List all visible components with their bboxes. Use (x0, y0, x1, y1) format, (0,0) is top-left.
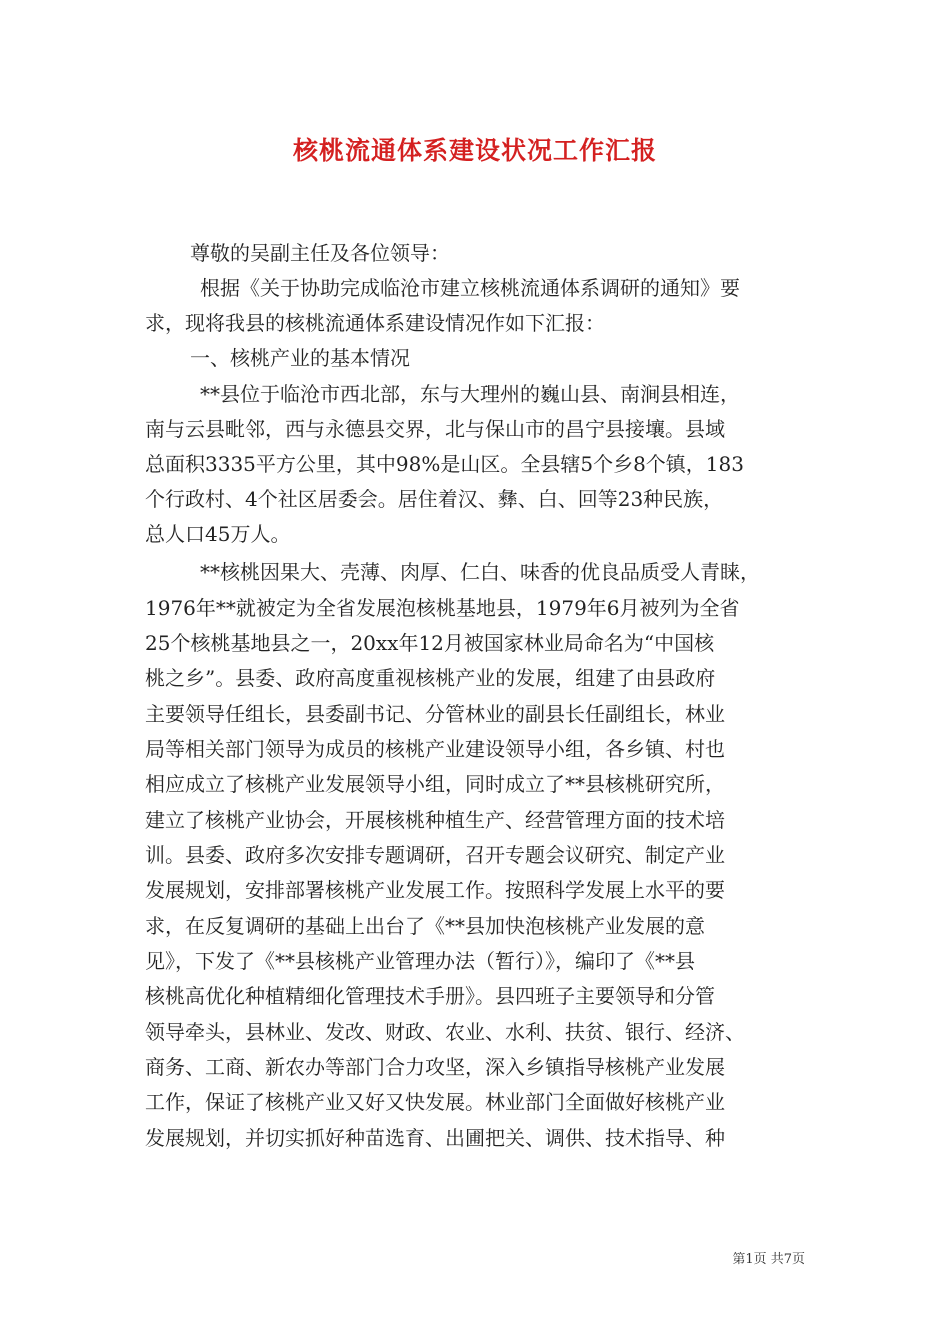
body-line: 相应成立了核桃产业发展领导小组，同时成立了**县核桃研究所， (145, 772, 725, 796)
body-line: **核桃因果大、壳薄、肉厚、仁白、味香的优良品质受人青睐， (200, 560, 760, 584)
body-line: 根据《关于协助完成临沧市建立核桃流通体系调研的通知》要 (200, 276, 740, 300)
body-line: 工作，保证了核桃产业又好又快发展。林业部门全面做好核桃产业 (145, 1090, 725, 1114)
document-title: 核桃流通体系建设状况工作汇报 (292, 136, 657, 165)
section-heading: 一、核桃产业的基本情况 (190, 346, 410, 370)
body-line: 求，现将我县的核桃流通体系建设情况作如下汇报： (145, 311, 605, 335)
body-line: 商务、工商、新农办等部门合力攻坚，深入乡镇指导核桃产业发展 (145, 1055, 725, 1079)
body-line: 发展规划，安排部署核桃产业发展工作。按照科学发展上水平的要 (145, 878, 725, 902)
body-line: 核桃高优化种植精细化管理技术手册》。县四班子主要领导和分管 (145, 984, 715, 1008)
body-line: **县位于临沧市西北部，东与大理州的巍山县、南涧县相连， (200, 382, 740, 406)
body-line: 桃之乡”。县委、政府高度重视核桃产业的发展，组建了由县政府 (145, 666, 716, 690)
body-line: 主要领导任组长，县委副书记、分管林业的副县长任副组长，林业 (145, 702, 725, 726)
salutation-line: 尊敬的吴副主任及各位领导： (190, 241, 450, 265)
body-line: 训。县委、政府多次安排专题调研，召开专题会议研究、制定产业 (145, 843, 725, 867)
body-line: 个行政村、4个社区居委会。居住着汉、彝、白、回等23种民族， (145, 487, 724, 511)
body-line: 南与云县毗邻，西与永德县交界，北与保山市的昌宁县接壤。县域 (145, 417, 725, 441)
body-line: 局等相关部门领导为成员的核桃产业建设领导小组，各乡镇、村也 (145, 737, 725, 761)
body-line: 建立了核桃产业协会，开展核桃种植生产、经营管理方面的技术培 (145, 808, 725, 832)
body-line: 求，在反复调研的基础上出台了《**县加快泡核桃产业发展的意 (145, 914, 705, 938)
body-line: 领导牵头，县林业、发改、财政、农业、水利、扶贫、银行、经济、 (145, 1020, 745, 1044)
page-number-footer: 第1页 共7页 (732, 1252, 805, 1267)
body-line: 1976年**就被定为全省发展泡核桃基地县，1979年6月被列为全省 (145, 596, 740, 620)
body-line: 见》，下发了《**县核桃产业管理办法（暂行）》，编印了《**县 (145, 949, 695, 973)
body-line: 总面积3335平方公里，其中98%是山区。全县辖5个乡8个镇，183 (145, 452, 744, 476)
body-line: 25个核桃基地县之一，20xx年12月被国家林业局命名为“中国核 (145, 631, 715, 655)
body-line: 总人口45万人。 (145, 522, 291, 546)
body-line: 发展规划，并切实抓好种苗选育、出圃把关、调供、技术指导、种 (145, 1126, 725, 1150)
